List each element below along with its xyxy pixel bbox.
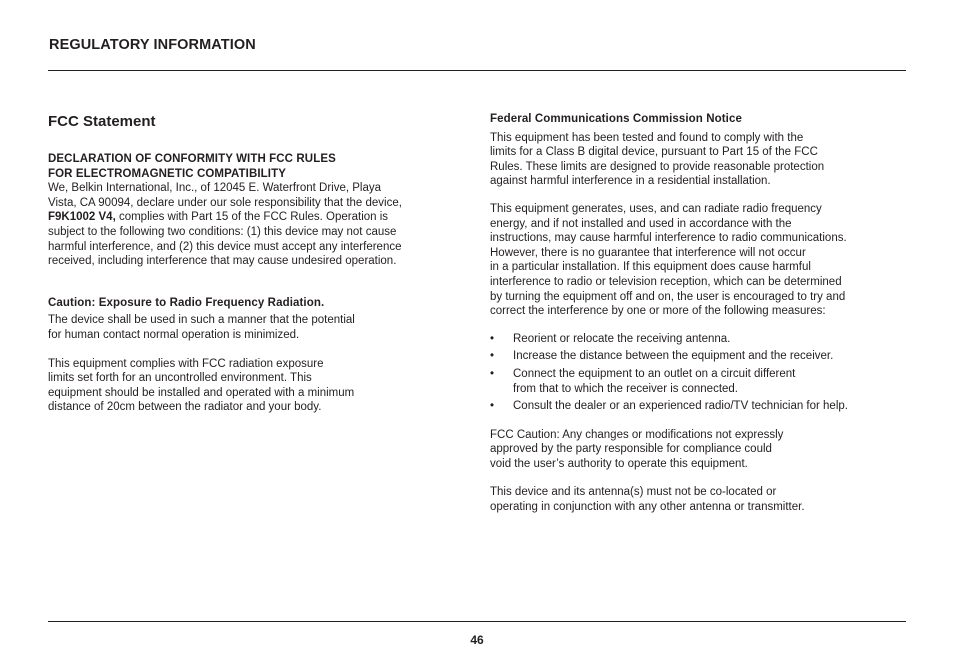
interference-paragraph xyxy=(490,202,915,319)
text-line: FCC Caution: Any changes or modifications not expressly xyxy=(490,428,784,441)
bullet-icon: • xyxy=(490,367,495,380)
compliance-paragraph xyxy=(48,357,468,415)
declaration-paragraph xyxy=(48,181,468,269)
fcc-statement-heading: FCC Statement xyxy=(48,113,156,130)
text-line: limits set forth for an uncontrolled environment. This xyxy=(48,372,312,385)
text-line: for human contact normal operation is minimized. xyxy=(48,328,300,341)
text-line: Increase the distance between the equipment and the receiver. xyxy=(513,350,834,363)
text-line: Vista, CA 90094, declare under our sole responsibility that the device, xyxy=(48,196,402,209)
text-line: The device shall be used in such a manner that the potential xyxy=(48,314,355,327)
text-line: correct the interference by one or more of the following measures: xyxy=(490,305,826,318)
text-line: received, including interference that may cause undesired operation. xyxy=(48,255,397,268)
fcc-notice-heading: Federal Communications Commission Notice xyxy=(490,113,742,125)
text-line: However, there is no guarantee that interference will not occur xyxy=(490,246,806,259)
text-line: Reorient or relocate the receiving antenna. xyxy=(513,332,731,345)
declaration-heading xyxy=(48,152,468,181)
model-number: F9K1002 V4, xyxy=(48,211,116,224)
text-line: approved by the party responsible for compliance could xyxy=(490,443,772,456)
left-column xyxy=(48,112,468,415)
caution-heading: Caution: Exposure to Radio Frequency Radiation. xyxy=(48,296,325,309)
list-item xyxy=(490,349,915,364)
declaration-heading-line: FOR ELECTROMAGNETIC COMPATIBILITY xyxy=(48,167,286,180)
text-line: Rules. These limits are designed to provide reasonable protection xyxy=(490,160,825,173)
notice-paragraph xyxy=(490,131,915,189)
text-line: interference to radio or television reception, which can be determined xyxy=(490,275,842,288)
text-line: harmful interference, and (2) this device must accept any interference xyxy=(48,240,402,253)
text-line: instructions, may cause harmful interference to radio communications. xyxy=(490,232,847,245)
measures-list xyxy=(490,332,915,414)
antenna-paragraph xyxy=(490,485,915,514)
fcc-caution-paragraph xyxy=(490,428,915,472)
section-title: REGULATORY INFORMATION xyxy=(49,37,256,53)
caution-paragraph xyxy=(48,313,468,342)
text-line: limits for a Class B digital device, pursuant to Part 15 of the FCC xyxy=(490,146,818,159)
text-line: energy, and if not installed and used in accordance with the xyxy=(490,217,792,230)
text-line: We, Belkin International, Inc., of 12045 E. Waterfront Drive, Playa xyxy=(48,182,382,195)
text-line: by turning the equipment off and on, the user is encouraged to try and xyxy=(490,290,846,303)
text-line: This equipment complies with FCC radiation exposure xyxy=(48,357,324,370)
text-line: from that to which the receiver is connected. xyxy=(513,382,738,395)
text-line: This equipment has been tested and found to comply with the xyxy=(490,131,804,144)
header-divider xyxy=(48,70,906,71)
text-line: This device and its antenna(s) must not be co-located or xyxy=(490,486,777,499)
list-item xyxy=(490,399,915,414)
text-line: against harmful interference in a residential installation. xyxy=(490,175,771,188)
footer-divider xyxy=(48,621,906,622)
declaration-heading-line: DECLARATION OF CONFORMITY WITH FCC RULES xyxy=(48,153,336,165)
text-line: distance of 20cm between the radiator and your body. xyxy=(48,401,322,414)
text-line: Connect the equipment to an outlet on a circuit different xyxy=(513,367,796,380)
bullet-icon: • xyxy=(490,400,495,413)
text-line: in a particular installation. If this equipment does cause harmful xyxy=(490,261,811,274)
text-line: Consult the dealer or an experienced radio/TV technician for help. xyxy=(513,400,848,413)
text-line: subject to the following two conditions: (1) this device may not cause xyxy=(48,225,397,238)
text-line: operating in conjunction with any other antenna or transmitter. xyxy=(490,501,805,514)
text-line: equipment should be installed and operated with a minimum xyxy=(48,386,355,399)
list-item xyxy=(490,367,915,396)
bullet-icon: • xyxy=(490,332,495,345)
text-line xyxy=(48,210,468,225)
page-number: 46 xyxy=(470,633,484,647)
text-line: void the user’s authority to operate this equipment. xyxy=(490,457,748,470)
model-sentence: complies with Part 15 of the FCC Rules. Operation is xyxy=(115,211,389,224)
right-column xyxy=(490,112,915,515)
text-line: This equipment generates, uses, and can radiate radio frequency xyxy=(490,202,822,215)
list-item xyxy=(490,332,915,347)
bullet-icon: • xyxy=(490,350,495,363)
